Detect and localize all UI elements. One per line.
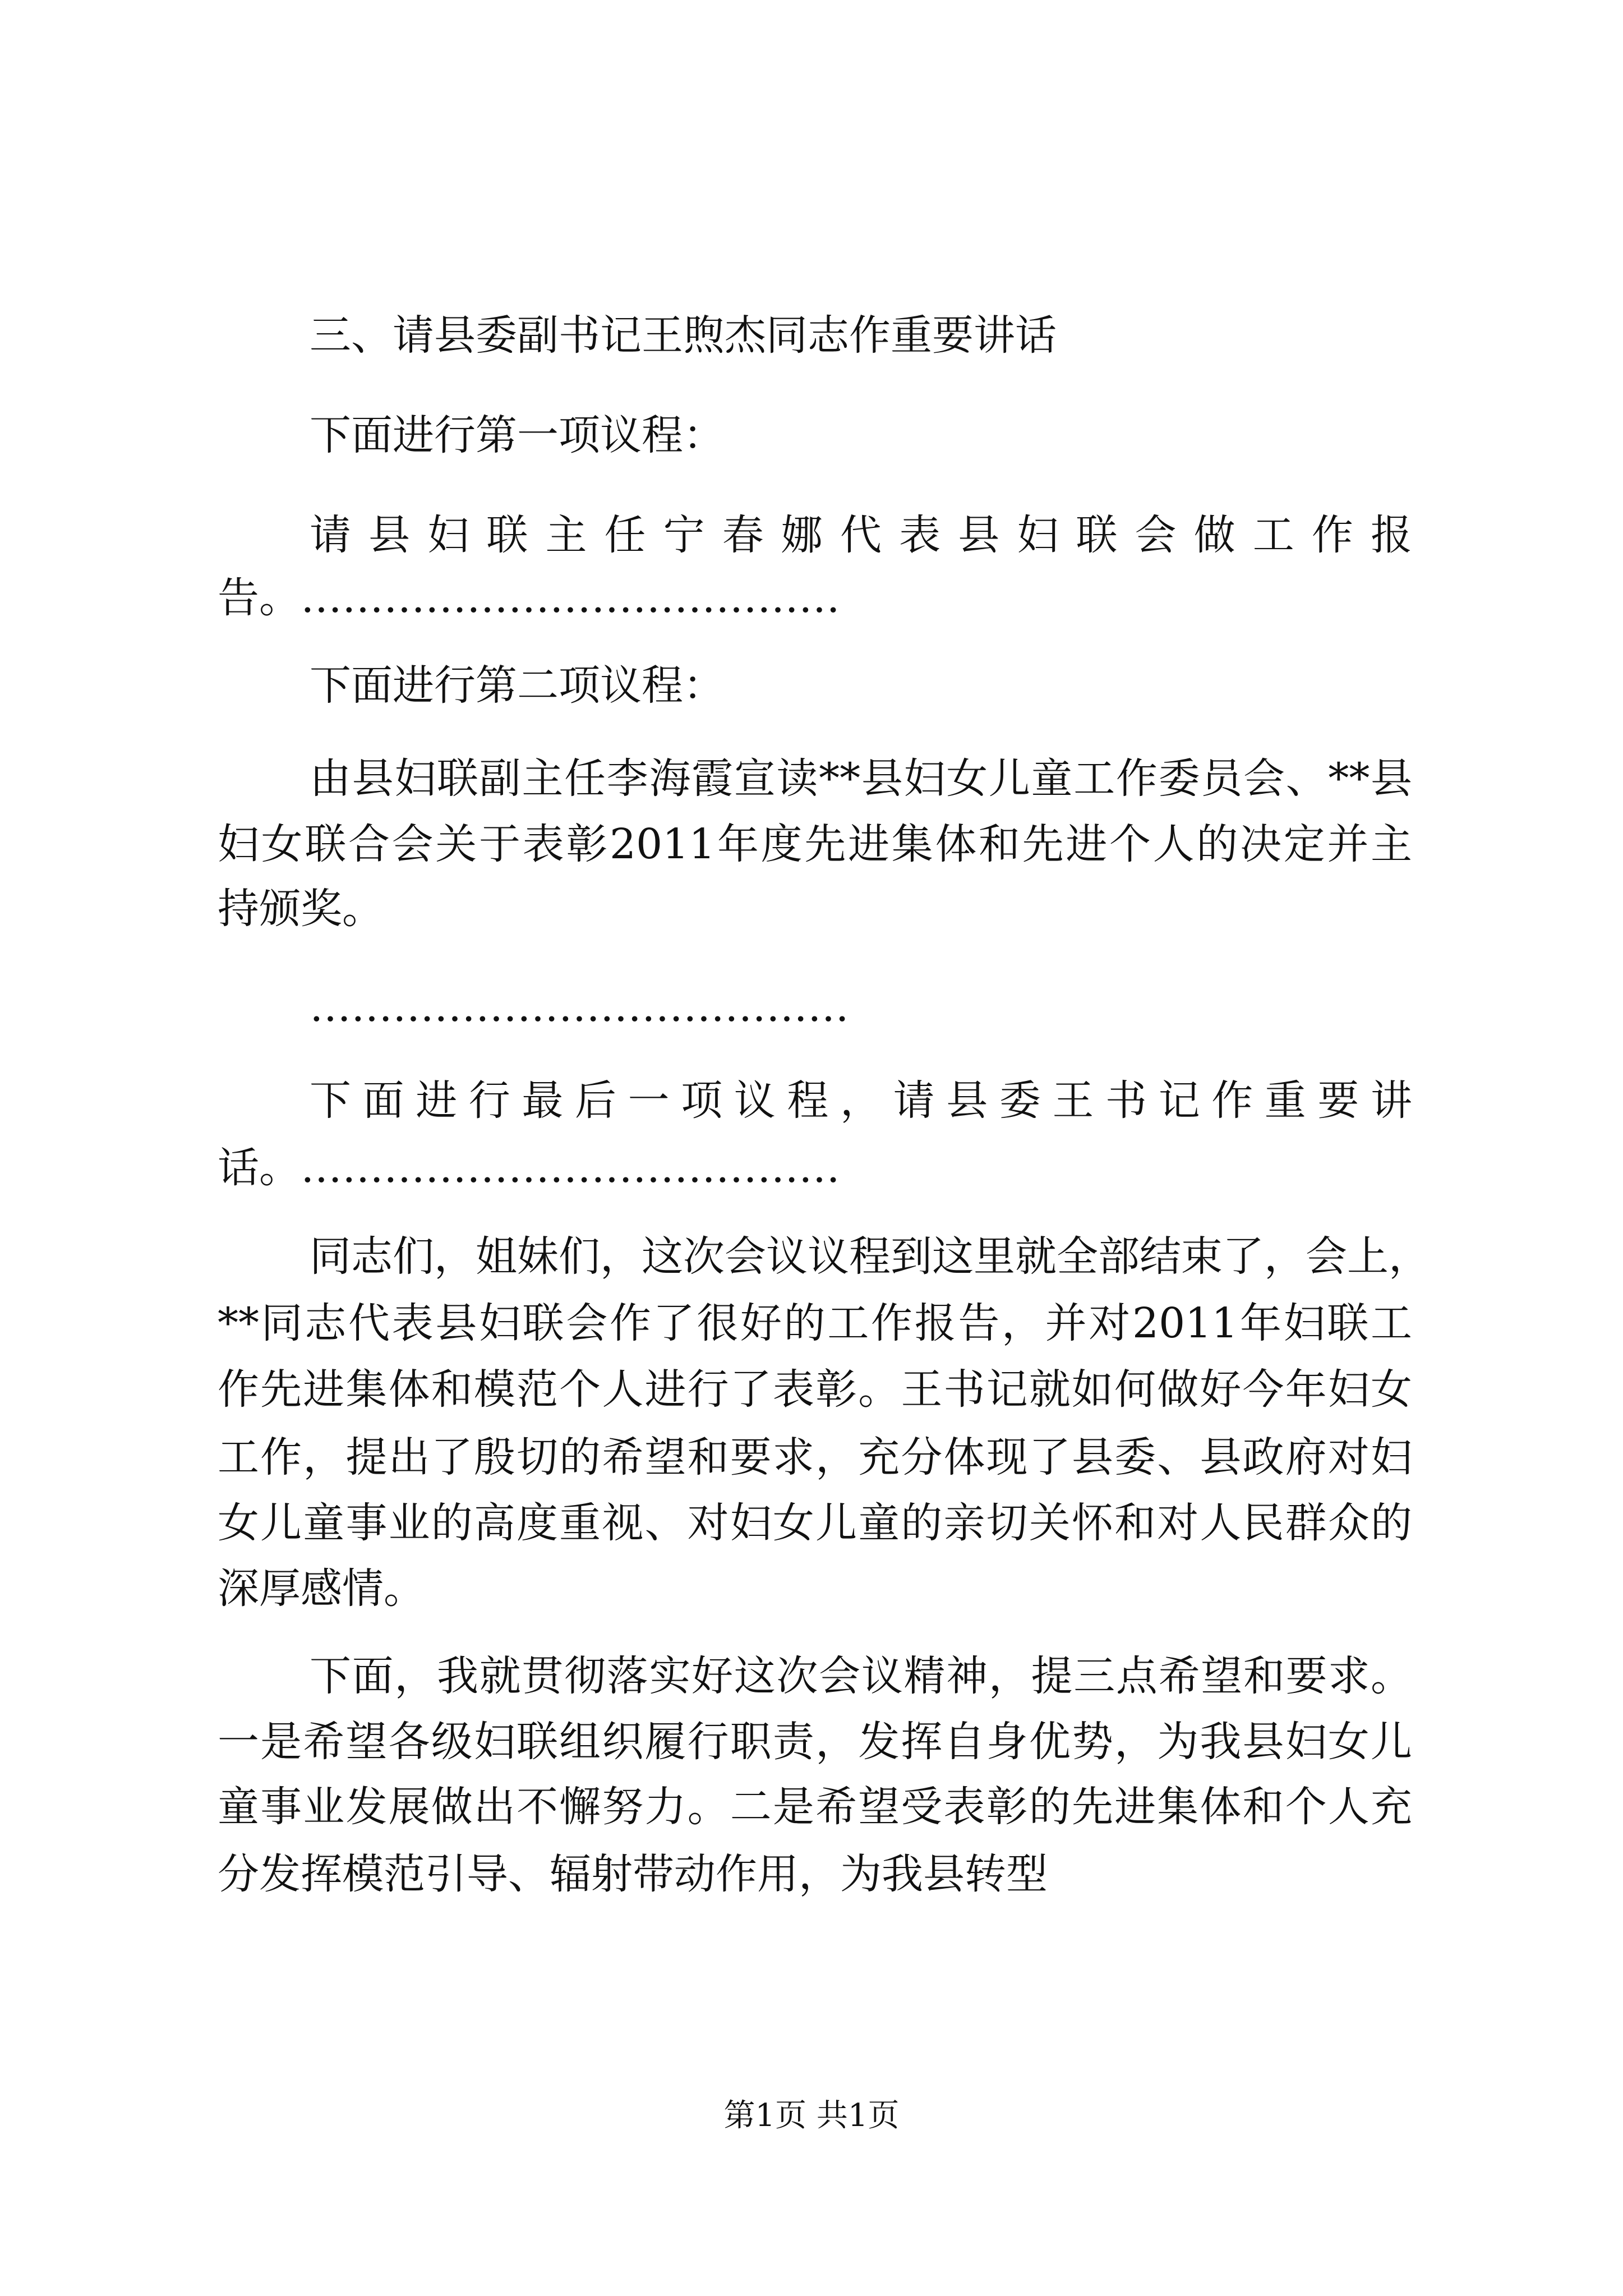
paragraph-line: 同志们，姐妹们，这次会议议程到这里就全部结束了，会上， (310, 1232, 1430, 1281)
paragraph-line: 妇女联合会关于表彰2011年度先进集体和先进个人的决定并主 (218, 820, 1412, 868)
paragraph-line: 一是希望各级妇联组织履行职责，发挥自身优势，为我县妇女儿 (218, 1718, 1412, 1766)
paragraph-line: 童事业发展做出不懈努力。二是希望受表彰的先进集体和个人充 (218, 1783, 1412, 1831)
paragraph-line: 深厚感情。 (218, 1565, 425, 1613)
second-agenda-heading: 下面进行第二项议程： (310, 661, 725, 710)
paragraph-line: 告。………………………………… (218, 574, 840, 622)
paragraph-line: 下面进行最后一项议程，请县委王书记作重要讲 (310, 1076, 1412, 1125)
paragraph-line: 分发挥模范引导、辐射带动作用，为我县转型 (218, 1850, 1048, 1898)
paragraph-line: 请县妇联主任宁春娜代表县妇联会做工作报 (310, 511, 1412, 559)
paragraph-line: 话。………………………………… (218, 1144, 840, 1192)
page-number-footer: 第1页 共1页 (723, 2097, 900, 2134)
paragraph-line: 工作，提出了殷切的希望和要求，充分体现了县委、县政府对妇 (218, 1433, 1412, 1481)
paragraph-line: **同志代表县妇联会作了很好的工作报告，并对2011年妇联工 (218, 1299, 1412, 1347)
paragraph-line: 下面，我就贯彻落实好这次会议精神，提三点希望和要求。 (310, 1652, 1412, 1700)
agenda-item-three: 三、请县委副书记王煦杰同志作重要讲话 (310, 311, 1057, 360)
ellipsis-line: ………………………………… (310, 983, 849, 1031)
paragraph-line: 女儿童事业的高度重视、对妇女儿童的亲切关怀和对人民群众的 (218, 1499, 1412, 1547)
first-agenda-heading: 下面进行第一项议程： (310, 411, 725, 459)
paragraph-line: 作先进集体和模范个人进行了表彰。王书记就如何做好今年妇女 (218, 1365, 1412, 1414)
paragraph-line: 由县妇联副主任李海霞宣读**县妇女儿童工作委员会、**县 (310, 754, 1412, 803)
paragraph-line: 持颁奖。 (218, 885, 384, 933)
